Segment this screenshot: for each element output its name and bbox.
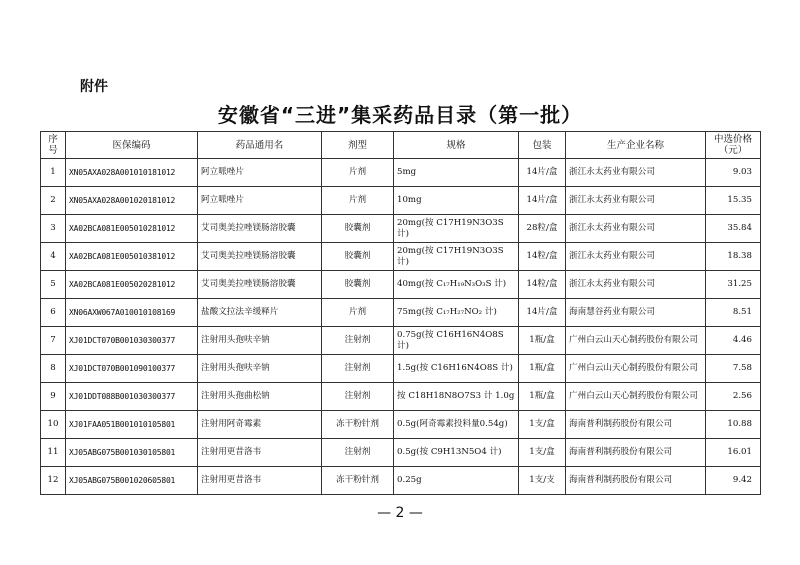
document-title: 安徽省“三进”集采药品目录（第一批） (217, 103, 583, 127)
cell-code: XA02BCA081E005010381012 (66, 243, 198, 271)
cell-dosage-form: 胶囊剂 (322, 243, 394, 271)
table-header-row (41, 132, 761, 159)
cell-manufacturer: 广州白云山天心制药股份有限公司 (566, 327, 706, 355)
cell-drug-name: 阿立哌唑片 (198, 159, 322, 187)
cell-dosage-form: 胶囊剂 (322, 271, 394, 299)
cell-drug-name: 艾司奥美拉唑镁肠溶胶囊 (198, 215, 322, 243)
header-price: 中选价格（元） (706, 132, 761, 159)
header-code: 医保编码 (66, 132, 198, 159)
cell-seq: 2 (41, 187, 66, 215)
cell-dosage-form: 冻干粉针剂 (322, 467, 394, 495)
cell-price: 35.84 (706, 215, 761, 243)
table-row (41, 467, 761, 495)
cell-package: 14粒/盒 (519, 271, 566, 299)
cell-seq: 4 (41, 243, 66, 271)
cell-package: 1瓶/盒 (519, 355, 566, 383)
cell-package: 1瓶/盒 (519, 383, 566, 411)
cell-code: XN05AXA028A001010181012 (66, 159, 198, 187)
cell-package: 14粒/盒 (519, 243, 566, 271)
cell-manufacturer: 浙江永太药业有限公司 (566, 215, 706, 243)
cell-seq: 10 (41, 411, 66, 439)
cell-spec: 0.25g (394, 467, 519, 495)
cell-code: XJ01FAA051B001010105801 (66, 411, 198, 439)
cell-drug-name: 注射用头孢曲松钠 (198, 383, 322, 411)
cell-price: 9.42 (706, 467, 761, 495)
cell-dosage-form: 片剂 (322, 187, 394, 215)
cell-seq: 9 (41, 383, 66, 411)
table-row (41, 215, 761, 243)
cell-package: 28粒/盒 (519, 215, 566, 243)
cell-spec: 0.5g(按 C9H13N5O4 计) (394, 439, 519, 467)
cell-drug-name: 注射用更昔洛韦 (198, 467, 322, 495)
cell-manufacturer: 广州白云山天心制药股份有限公司 (566, 355, 706, 383)
cell-spec: 10mg (394, 187, 519, 215)
header-dosage-form: 剂型 (322, 132, 394, 159)
cell-code: XJ05ABG075B001030105801 (66, 439, 198, 467)
cell-price: 2.56 (706, 383, 761, 411)
cell-dosage-form: 注射剂 (322, 355, 394, 383)
cell-package: 14片/盒 (519, 159, 566, 187)
table-row (41, 271, 761, 299)
cell-spec: 0.75g(按 C16H16N4O8S 计) (394, 327, 519, 355)
attachment-label: 附件 (80, 79, 108, 95)
cell-seq: 6 (41, 299, 66, 327)
table-row (41, 355, 761, 383)
cell-price: 10.88 (706, 411, 761, 439)
cell-manufacturer: 浙江永太药业有限公司 (566, 159, 706, 187)
header-seq: 序号 (41, 132, 66, 159)
cell-spec: 按 C18H18N8O7S3 计 1.0g (394, 383, 519, 411)
cell-manufacturer: 海南普利制药股份有限公司 (566, 467, 706, 495)
cell-price: 8.51 (706, 299, 761, 327)
cell-manufacturer: 浙江永太药业有限公司 (566, 187, 706, 215)
cell-package: 1支/支 (519, 467, 566, 495)
cell-manufacturer: 海南普利制药股份有限公司 (566, 439, 706, 467)
cell-seq: 8 (41, 355, 66, 383)
cell-drug-name: 注射用头孢呋辛钠 (198, 355, 322, 383)
header-drug-name: 药品通用名 (198, 132, 322, 159)
table-row (41, 411, 761, 439)
cell-seq: 5 (41, 271, 66, 299)
table-row (41, 383, 761, 411)
cell-drug-name: 阿立哌唑片 (198, 187, 322, 215)
cell-spec: 0.5g(阿奇霉素投料量0.54g) (394, 411, 519, 439)
cell-drug-name: 注射用更昔洛韦 (198, 439, 322, 467)
cell-price: 16.01 (706, 439, 761, 467)
cell-drug-name: 盐酸文拉法辛缓释片 (198, 299, 322, 327)
cell-price: 18.38 (706, 243, 761, 271)
table-row (41, 187, 761, 215)
cell-dosage-form: 注射剂 (322, 439, 394, 467)
cell-price: 9.03 (706, 159, 761, 187)
table-row (41, 299, 761, 327)
cell-seq: 12 (41, 467, 66, 495)
cell-code: XJ01DDT088B001030300377 (66, 383, 198, 411)
header-manufacturer: 生产企业名称 (566, 132, 706, 159)
cell-dosage-form: 注射剂 (322, 327, 394, 355)
cell-drug-name: 注射用阿奇霉素 (198, 411, 322, 439)
cell-spec: 20mg(按 C17H19N3O3S 计) (394, 243, 519, 271)
cell-drug-name: 艾司奥美拉唑镁肠溶胶囊 (198, 271, 322, 299)
cell-seq: 1 (41, 159, 66, 187)
cell-code: XA02BCA081E005020281012 (66, 271, 198, 299)
cell-dosage-form: 片剂 (322, 299, 394, 327)
cell-dosage-form: 冻干粉针剂 (322, 411, 394, 439)
cell-dosage-form: 注射剂 (322, 383, 394, 411)
cell-dosage-form: 片剂 (322, 159, 394, 187)
cell-price: 7.58 (706, 355, 761, 383)
cell-code: XJ01DCT070B001090100377 (66, 355, 198, 383)
cell-spec: 75mg(按 C₁₇H₂₇NO₂ 计) (394, 299, 519, 327)
cell-code: XN06AXW067A010010108169 (66, 299, 198, 327)
drug-list-table (40, 131, 761, 495)
cell-manufacturer: 广州白云山天心制药股份有限公司 (566, 383, 706, 411)
cell-code: XA02BCA081E005010281012 (66, 215, 198, 243)
cell-spec: 1.5g(按 C16H16N4O8S 计) (394, 355, 519, 383)
cell-dosage-form: 胶囊剂 (322, 215, 394, 243)
cell-code: XN05AXA028A001020181012 (66, 187, 198, 215)
cell-manufacturer: 海南慧谷药业有限公司 (566, 299, 706, 327)
cell-manufacturer: 浙江永太药业有限公司 (566, 271, 706, 299)
cell-spec: 40mg(按 C₁₇H₁₉N₃O₃S 计) (394, 271, 519, 299)
cell-price: 4.46 (706, 327, 761, 355)
table-row (41, 327, 761, 355)
cell-manufacturer: 浙江永太药业有限公司 (566, 243, 706, 271)
cell-drug-name: 艾司奥美拉唑镁肠溶胶囊 (198, 243, 322, 271)
cell-package: 14片/盒 (519, 299, 566, 327)
header-package: 包装 (519, 132, 566, 159)
cell-manufacturer: 海南普利制药股份有限公司 (566, 411, 706, 439)
cell-seq: 3 (41, 215, 66, 243)
header-spec: 规格 (394, 132, 519, 159)
table-row (41, 439, 761, 467)
cell-package: 1瓶/盒 (519, 327, 566, 355)
cell-code: XJ05ABG075B001020605801 (66, 467, 198, 495)
page-number: — 2 — (377, 505, 423, 521)
cell-code: XJ01DCT070B001030300377 (66, 327, 198, 355)
table-body (41, 159, 761, 495)
cell-spec: 20mg(按 C17H19N3O3S 计) (394, 215, 519, 243)
cell-seq: 11 (41, 439, 66, 467)
cell-package: 14片/盒 (519, 187, 566, 215)
cell-seq: 7 (41, 327, 66, 355)
cell-price: 31.25 (706, 271, 761, 299)
table-row (41, 159, 761, 187)
cell-spec: 5mg (394, 159, 519, 187)
cell-package: 1支/盒 (519, 439, 566, 467)
cell-drug-name: 注射用头孢呋辛钠 (198, 327, 322, 355)
table-row (41, 243, 761, 271)
cell-package: 1支/盒 (519, 411, 566, 439)
cell-price: 15.35 (706, 187, 761, 215)
